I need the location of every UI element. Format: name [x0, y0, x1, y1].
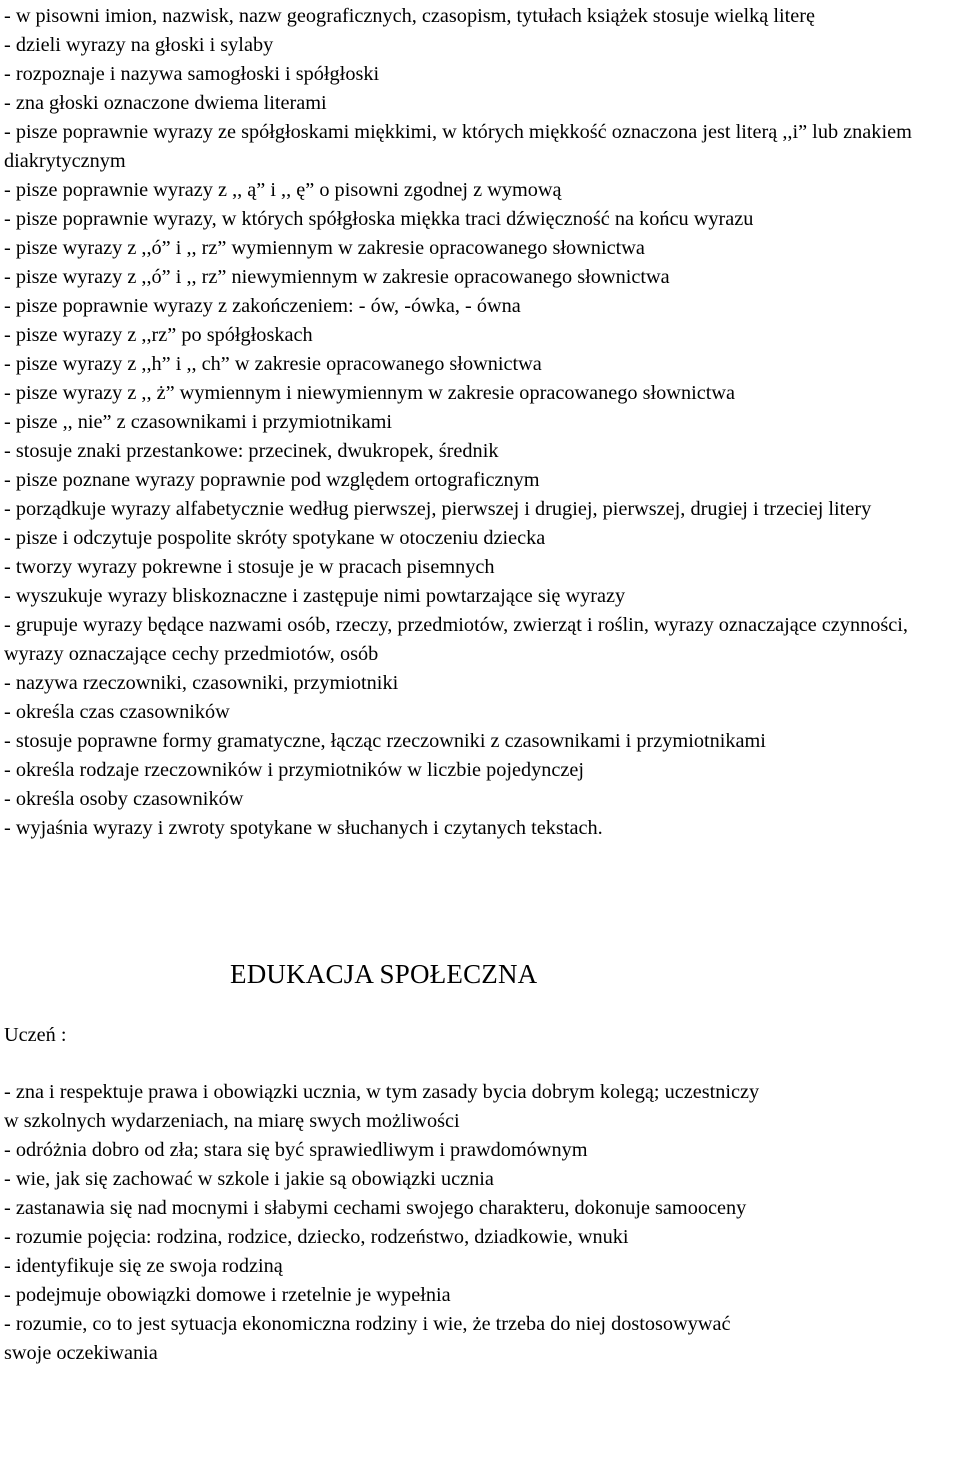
list-item: - dzieli wyrazy na głoski i sylaby: [4, 34, 274, 56]
list-item: - pisze poznane wyrazy poprawnie pod względem ortograficznym: [4, 469, 540, 491]
list-item: - pisze wyrazy z ,,ó” i ,, rz” wymiennym w zakresie opracowanego słownictwa: [4, 237, 645, 259]
list-item: - wie, jak się zachować w szkole i jakie są obowiązki ucznia: [4, 1168, 494, 1190]
list-item: - grupuje wyrazy będące nazwami osób, rzeczy, przedmiotów, zwierząt i roślin, wyrazy oznaczające czynności, wyrazy oznaczające cechy przedmiotów, osób: [4, 614, 908, 665]
list-item: - pisze wyrazy z ,,ó” i ,, rz” niewymiennym w zakresie opracowanego słownictwa: [4, 266, 670, 288]
list-item: - rozumie pojęcia: rodzina, rodzice, dziecko, rodzeństwo, dziadkowie, wnuki: [4, 1226, 629, 1248]
list-item: - pisze poprawnie wyrazy z ,, ą” i ,, ę” o pisowni zgodnej z wymową: [4, 179, 562, 201]
list-item: - rozpoznaje i nazywa samogłoski i spółgłoski: [4, 63, 380, 85]
list-item: - podejmuje obowiązki domowe i rzetelnie je wypełnia: [4, 1284, 451, 1306]
list-item: - tworzy wyrazy pokrewne i stosuje je w pracach pisemnych: [4, 556, 495, 578]
list-item: - pisze wyrazy z ,,rz” po spółgłoskach: [4, 324, 313, 346]
list-item: - pisze wyrazy z ,, ż” wymiennym i niewymiennym w zakresie opracowanego słownictwa: [4, 382, 736, 404]
list-item: - porządkuje wyrazy alfabetycznie według pierwszej, pierwszej i drugiej, pierwszej, drugiej i trzeciej litery: [4, 498, 872, 520]
list-item: - określa rodzaje rzeczowników i przymiotników w liczbie pojedynczej: [4, 759, 585, 781]
list-item: - pisze i odczytuje pospolite skróty spotykane w otoczeniu dziecka: [4, 527, 546, 549]
list-item: - stosuje poprawne formy gramatyczne, łącząc rzeczowniki z czasownikami i przymiotnikami: [4, 730, 766, 752]
list-item: - stosuje znaki przestankowe: przecinek, dwukropek, średnik: [4, 440, 499, 462]
list-item: - w pisowni imion, nazwisk, nazw geograficznych, czasopism, tytułach książek stosuje wielką literę: [4, 5, 816, 27]
section-heading: EDUKACJA SPOŁECZNA: [230, 959, 538, 989]
list-item: - pisze poprawnie wyrazy z zakończeniem: - ów, -ówka, - ówna: [4, 295, 521, 317]
skills-list-social: [4, 1078, 764, 1368]
list-item: - pisze wyrazy z ,,h” i ,, ch” w zakresie opracowanego słownictwa: [4, 353, 542, 375]
list-item: - identyfikuje się ze swoja rodziną: [4, 1255, 283, 1277]
list-item: - pisze poprawnie wyrazy, w których spółgłoska miękka traci dźwięczność na końcu wyrazu: [4, 208, 754, 230]
list-item: - wyszukuje wyrazy bliskoznaczne i zastępuje nimi powtarzające się wyrazy: [4, 585, 626, 607]
list-item: - zna głoski oznaczone dwiema literami: [4, 92, 327, 114]
list-item: - pisze ,, nie” z czasownikami i przymiotnikami: [4, 411, 393, 433]
student-label: Uczeń :: [4, 1024, 67, 1046]
list-item: - określa osoby czasowników: [4, 788, 244, 810]
list-item: - zna i respektuje prawa i obowiązki ucznia, w tym zasady bycia dobrym kolegą; uczestniczy w szkolnych wydarzeniach, na miarę swych możliwości: [4, 1081, 760, 1132]
list-item: - określa czas czasowników: [4, 701, 230, 723]
list-item: - pisze poprawnie wyrazy ze spółgłoskami miękkimi, w których miękkość oznaczona jest literą ,,i” lub znakiem diakrytycznym: [4, 121, 912, 172]
list-item: - wyjaśnia wyrazy i zwroty spotykane w słuchanych i czytanych tekstach.: [4, 817, 603, 839]
list-item: - rozumie, co to jest sytuacja ekonomiczna rodziny i wie, że trzeba do niej dostosowywać swoje oczekiwania: [4, 1313, 731, 1364]
skills-list-polish: [4, 2, 956, 843]
list-item: - nazywa rzeczowniki, czasowniki, przymiotniki: [4, 672, 399, 694]
list-item: - odróżnia dobro od zła; stara się być sprawiedliwym i prawdomównym: [4, 1139, 588, 1161]
list-item: - zastanawia się nad mocnymi i słabymi cechami swojego charakteru, dokonuje samooceny: [4, 1197, 747, 1219]
